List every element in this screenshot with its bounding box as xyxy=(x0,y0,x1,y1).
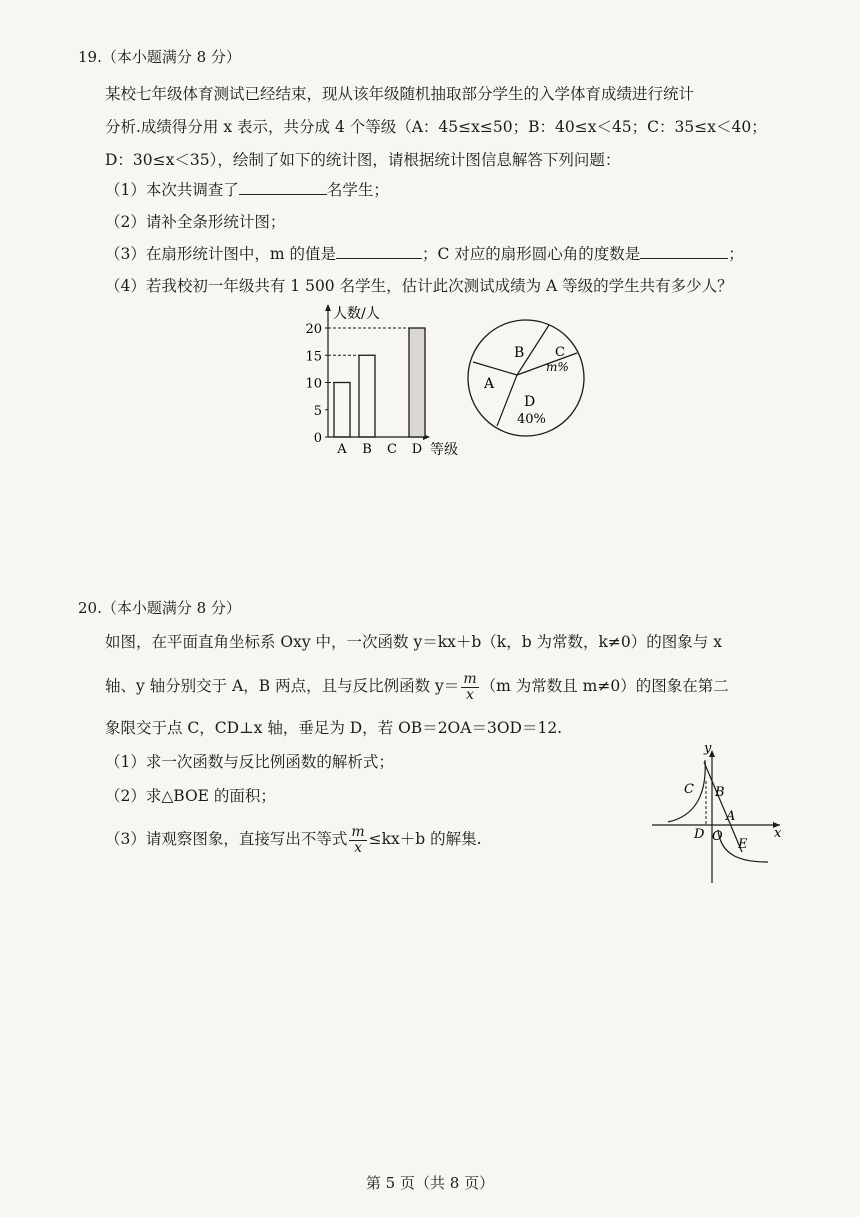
fraction-numerator: m xyxy=(463,670,477,687)
fraction-numerator: m xyxy=(351,823,365,840)
y-tick-label: 0 xyxy=(313,431,322,446)
y-tick-label: 5 xyxy=(313,403,322,419)
q20-part-3-text: （3）请观察图象，直接写出不等式 xyxy=(105,830,348,848)
graph-label-a: A xyxy=(726,809,736,824)
pie-value-d: 40% xyxy=(517,412,546,427)
bar-b xyxy=(359,355,375,437)
pie-label-b: B xyxy=(514,345,525,361)
bar-d xyxy=(409,328,425,437)
bar-chart xyxy=(296,298,476,460)
question-19-heading: 19.（本小题满分 8 分） xyxy=(78,48,241,66)
q19-text-line-2: 分析.成绩得分用 x 表示，共分成 4 个等级（A：45≤x≤50；B：40≤x＜45；C：35≤x＜40； xyxy=(105,118,767,136)
q20-line-2-text: 轴、y 轴分别交于 A，B 两点，且与反比例函数 y＝ xyxy=(105,677,460,695)
q20-line-2-text-end: （m 为常数且 m≠0）的图象在第二 xyxy=(480,677,729,695)
answer-blank-1[interactable] xyxy=(239,180,327,195)
q19-part-3 xyxy=(105,244,744,264)
graph-label-y: y xyxy=(704,741,712,756)
graph-label-d: D xyxy=(694,827,705,842)
x-tick-label: B xyxy=(362,442,372,457)
x-tick-label: A xyxy=(337,442,347,457)
q19-part-4: （4）若我校初一年级共有 1 500 名学生，估计此次测试成绩为 A 等级的学生共有多少人？ xyxy=(105,277,733,295)
q19-part-1 xyxy=(105,180,389,200)
pie-divider-d-a xyxy=(497,375,517,426)
y-tick-label: 15 xyxy=(305,349,322,365)
linear-function-line xyxy=(704,762,742,852)
graph-label-x: x xyxy=(774,826,782,841)
bar-a xyxy=(334,383,350,438)
q19-text-line-1: 某校七年级体育测试已经结束，现从该年级随机抽取部分学生的入学体育成绩进行统计 xyxy=(105,85,695,103)
q19-part-1-text-end: 名学生； xyxy=(326,181,389,199)
pie-divider-a-b xyxy=(473,362,517,375)
pie-label-a: A xyxy=(484,376,495,392)
q19-text-line-3: D：30≤x＜35），绘制了如下的统计图，请根据统计图信息解答下列问题： xyxy=(105,151,621,169)
q19-part-3-text: （3）在扇形统计图中，m 的值是 xyxy=(105,245,336,263)
q19-part-1-text: （1）本次共调查了 xyxy=(105,181,239,199)
graph-label-e: E xyxy=(738,837,748,852)
q20-text-line-1: 如图，在平面直角坐标系 Oxy 中，一次函数 y＝kx＋b（k，b 为常数，k≠0）的图象与 x xyxy=(105,633,722,651)
page-footer: 第 5 页（共 8 页） xyxy=(365,1174,495,1192)
q20-part-3 xyxy=(105,822,482,856)
q19-part-2: （2）请补全条形统计图； xyxy=(105,213,286,231)
graph-label-b: B xyxy=(715,785,725,800)
pie-label-d: D xyxy=(524,394,536,410)
x-tick-label: C xyxy=(387,442,397,457)
graph-label-o: O xyxy=(712,829,723,844)
q19-part-3-text-mid: ；C 对应的扇形圆心角的度数是 xyxy=(422,245,641,263)
x-tick-label: D xyxy=(411,442,423,457)
fraction-m-over-x-inequality xyxy=(349,825,366,856)
question-20-heading: 20.（本小题满分 8 分） xyxy=(78,599,241,617)
q20-part-1: （1）求一次函数与反比例函数的解析式； xyxy=(105,753,394,771)
coordinate-graph xyxy=(646,738,792,888)
fraction-denominator: x xyxy=(354,839,362,856)
y-tick-label: 10 xyxy=(305,376,322,392)
pie-value-c: m% xyxy=(546,360,569,374)
q19-part-3-text-end: ； xyxy=(728,245,744,263)
answer-blank-m[interactable] xyxy=(336,244,422,259)
y-axis-arrow xyxy=(325,304,331,311)
y-tick-label: 20 xyxy=(305,322,322,337)
q20-text-line-3: 象限交于点 C，CD⊥x 轴，垂足为 D，若 OB＝2OA＝3OD＝12. xyxy=(105,719,563,737)
q20-text-line-2 xyxy=(105,670,729,703)
pie-chart xyxy=(466,318,588,440)
fraction-denominator: x xyxy=(466,686,474,703)
answer-blank-angle[interactable] xyxy=(640,244,728,259)
x-axis-label: 等级 xyxy=(430,442,458,458)
q20-part-3-text-end: ≤kx＋b 的解集. xyxy=(368,830,482,848)
graph-label-c: C xyxy=(684,782,694,797)
q20-part-2: （2）求△BOE 的面积； xyxy=(105,787,276,805)
pie-label-c: C xyxy=(555,345,565,360)
fraction-m-over-x xyxy=(461,672,478,703)
y-axis-label: 人数/人 xyxy=(333,306,380,322)
